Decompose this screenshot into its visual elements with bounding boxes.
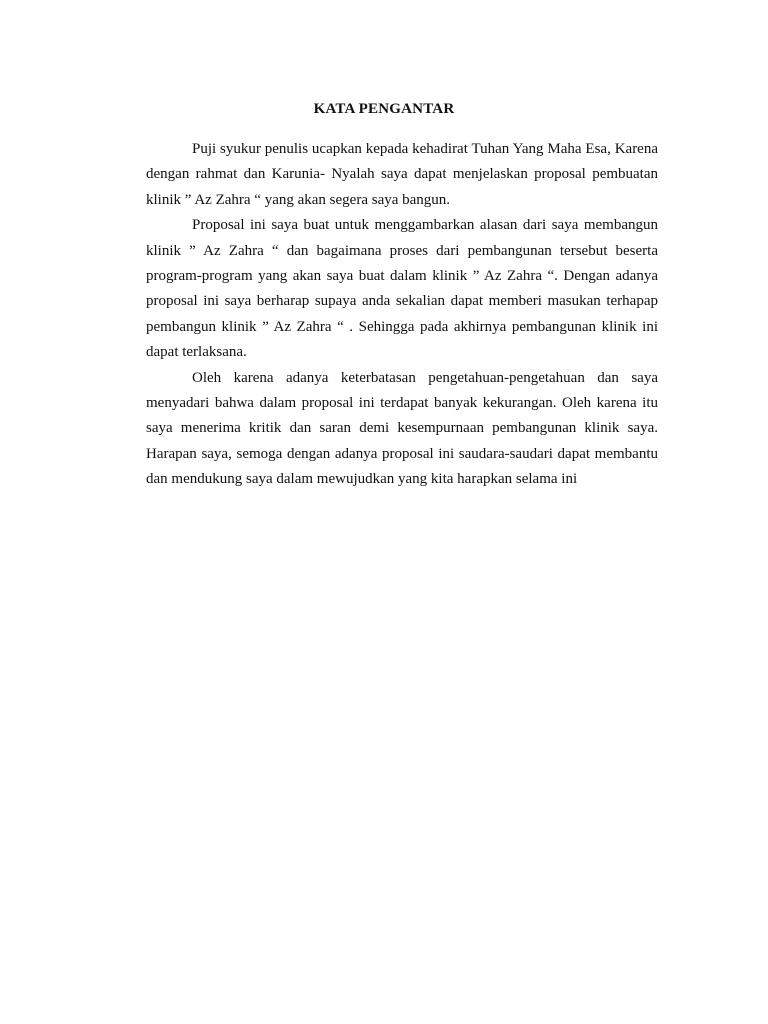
paragraph-2: Proposal ini saya buat untuk menggambarkan alasan dari saya membangun klinik ” Az Zahra “ dan bagaimana proses dari pembangunan tersebut beserta program-program yang akan saya buat dalam klinik ” Az Zahra “. Dengan adanya proposal ini saya berharap supaya anda sekalian dapat memberi masukan terhapap pembangun klinik ” Az Zahra “ . Sehingga pada akhirnya pembangunan klinik ini dapat terlaksana. [146, 217, 658, 361]
page-title: KATA PENGANTAR [313, 101, 455, 117]
paragraph-1: Puji syukur penulis ucapkan kepada kehadirat Tuhan Yang Maha Esa, Karena dengan rahmat dan Karunia- Nyalah saya dapat menjelaskan proposal pembuatan klinik ” Az Zahra “ yang akan segera saya bangun. [146, 141, 658, 208]
paragraph-3: Oleh karena adanya keterbatasan pengetahuan-pengetahuan dan saya menyadari bahwa dalam proposal ini terdapat banyak kekurangan. Oleh karena itu saya menerima kritik dan saran demi kesempurnaan pembangunan klinik saya. Harapan saya, semoga dengan adanya proposal ini saudara-saudari dapat membantu dan mendukung saya dalam mewujudkan yang kita harapkan selama ini [146, 369, 658, 488]
document-body [146, 137, 658, 493]
